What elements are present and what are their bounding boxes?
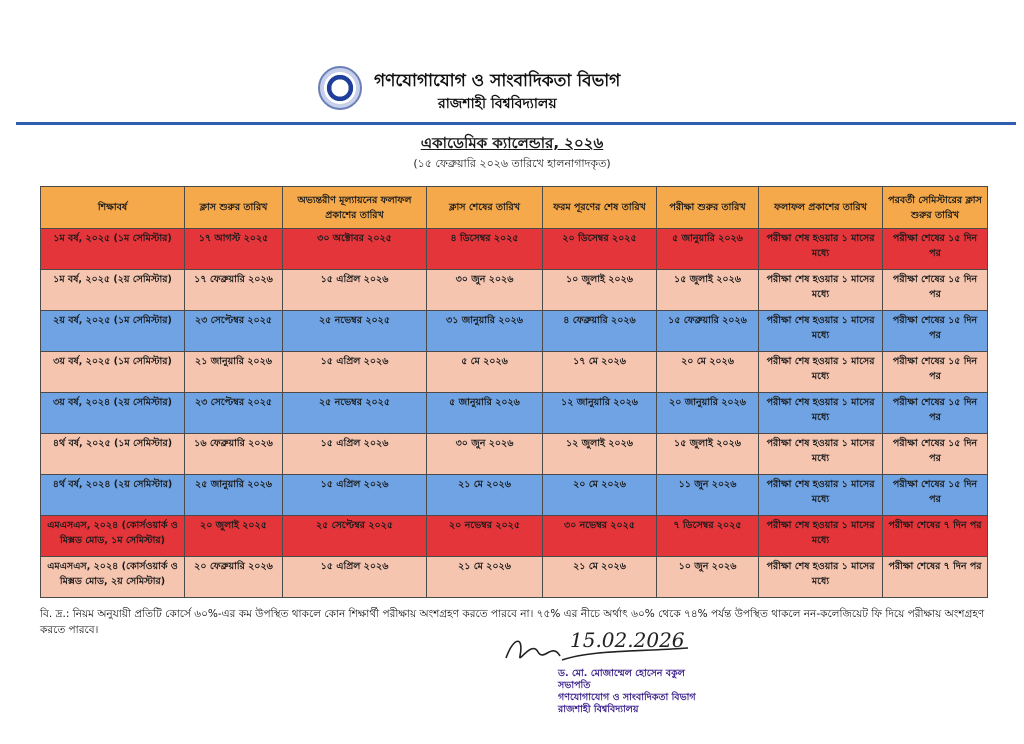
cell-internal-result: ১৫ এপ্রিল ২০২৬ [283, 557, 427, 598]
cell-form-deadline: ৪ ফেব্রুয়ারি ২০২৬ [543, 311, 657, 352]
cell-class-start: ২০ জুলাই ২০২৫ [185, 516, 283, 557]
cell-session: ৪র্থ বর্ষ, ২০২৪ (২য় সেমিস্টার) [41, 475, 185, 516]
cell-internal-result: ১৫ এপ্রিল ২০২৬ [283, 434, 427, 475]
table-row [41, 229, 988, 270]
cell-class-end: ৩০ জুন ২০২৬ [427, 434, 543, 475]
cell-next-semester: পরীক্ষা শেষের ১৫ দিন পর [883, 475, 988, 516]
cell-class-end: ৪ ডিসেম্বর ২০২৫ [427, 229, 543, 270]
cell-class-end: ৩০ জুন ২০২৬ [427, 270, 543, 311]
cell-next-semester: পরীক্ষা শেষের ৭ দিন পর [883, 557, 988, 598]
cell-result-date: পরীক্ষা শেষ হওয়ার ১ মাসের মধ্যে [759, 311, 883, 352]
table-header-row [41, 187, 988, 229]
official-stamp [558, 668, 696, 716]
academic-calendar-table [40, 186, 988, 598]
cell-exam-start: ১০ জুন ২০২৬ [657, 557, 759, 598]
cell-class-end: ২১ মে ২০২৬ [427, 557, 543, 598]
cell-result-date: পরীক্ষা শেষ হওয়ার ১ মাসের মধ্যে [759, 434, 883, 475]
table-row [41, 475, 988, 516]
stamp-dept: গণযোগাযোগ ও সাংবাদিকতা বিভাগ [558, 692, 696, 703]
cell-internal-result: ২৫ নভেম্বর ২০২৫ [283, 393, 427, 434]
cell-next-semester: পরীক্ষা শেষের ১৫ দিন পর [883, 270, 988, 311]
cell-session: ২য় বর্ষ, ২০২৫ (১ম সেমিস্টার) [41, 311, 185, 352]
cell-form-deadline: ১২ জুলাই ২০২৬ [543, 434, 657, 475]
cell-class-end: ৫ জানুয়ারি ২০২৬ [427, 393, 543, 434]
cell-form-deadline: ১৭ মে ২০২৬ [543, 352, 657, 393]
cell-next-semester: পরীক্ষা শেষের ১৫ দিন পর [883, 352, 988, 393]
cell-result-date: পরীক্ষা শেষ হওয়ার ১ মাসের মধ্যে [759, 270, 883, 311]
header-session: শিক্ষাবর্ষ [41, 187, 185, 229]
cell-exam-start: ১১ জুন ২০২৬ [657, 475, 759, 516]
cell-internal-result: ২৫ নভেম্বর ২০২৫ [283, 311, 427, 352]
cell-form-deadline: ১০ জুলাই ২০২৬ [543, 270, 657, 311]
cell-internal-result: ২৫ সেপ্টেম্বর ২০২৫ [283, 516, 427, 557]
cell-exam-start: ৫ জানুয়ারি ২০২৬ [657, 229, 759, 270]
header-next-semester: পরবর্তী সেমিস্টারের ক্লাস শুরুর তারিখ [883, 187, 988, 229]
cell-internal-result: ৩০ অক্টোবর ২০২৫ [283, 229, 427, 270]
cell-result-date: পরীক্ষা শেষ হওয়ার ১ মাসের মধ্যে [759, 516, 883, 557]
cell-session: এমএসএস, ২০২৪ (কোর্সওয়ার্ক ও মিক্সড মোড, ১ম সেমিস্টার) [41, 516, 185, 557]
table-row [41, 434, 988, 475]
cell-class-start: ২৩ সেপ্টেম্বর ২০২৫ [185, 393, 283, 434]
cell-class-start: ১৭ আগস্ট ২০২৫ [185, 229, 283, 270]
cell-result-date: পরীক্ষা শেষ হওয়ার ১ মাসের মধ্যে [759, 352, 883, 393]
cell-form-deadline: ২১ মে ২০২৬ [543, 557, 657, 598]
cell-class-start: ২৫ জানুয়ারি ২০২৬ [185, 475, 283, 516]
header-result-date: ফলাফল প্রকাশের তারিখ [759, 187, 883, 229]
cell-class-end: ২১ মে ২০২৬ [427, 475, 543, 516]
cell-exam-start: ৭ ডিসেম্বর ২০২৫ [657, 516, 759, 557]
footnote: বি. দ্র.: নিয়ম অনুযায়ী প্রতিটি কোর্সে ৬০%-এর কম উপস্থিত থাকলে কোন শিক্ষার্থী পরীক্ষায় অংশগ্রহণ করতে পারবে না। ৭৫% এর নীচে অর্থাৎ ৬০% থেকে ৭৪% পর্যন্ত উপস্থিত থাকলে নন-কলেজিয়েট ফি দিয়ে পরীক্ষায় অংশগ্রহণ করতে পারবে। [40, 608, 985, 636]
cell-session: ৪র্থ বর্ষ, ২০২৫ (১ম সেমিস্টার) [41, 434, 185, 475]
cell-exam-start: ১৫ জুলাই ২০২৬ [657, 270, 759, 311]
cell-class-start: ২৩ সেপ্টেম্বর ২০২৫ [185, 311, 283, 352]
university-logo-icon [318, 66, 362, 110]
cell-exam-start: ২০ জানুয়ারি ২০২৬ [657, 393, 759, 434]
cell-class-start: ২০ ফেব্রুয়ারি ২০২৬ [185, 557, 283, 598]
table-row [41, 516, 988, 557]
cell-class-start: ২১ জানুয়ারি ২০২৬ [185, 352, 283, 393]
signature-date: 15.02.2026 [570, 628, 685, 652]
cell-result-date: পরীক্ষা শেষ হওয়ার ১ মাসের মধ্যে [759, 393, 883, 434]
cell-exam-start: ১৫ ফেব্রুয়ারি ২০২৬ [657, 311, 759, 352]
cell-form-deadline: ১২ জানুয়ারি ২০২৬ [543, 393, 657, 434]
table-row [41, 393, 988, 434]
cell-session: এমএসএস, ২০২৪ (কোর্সওয়ার্ক ও মিক্সড মোড, ২য় সেমিস্টার) [41, 557, 185, 598]
table-row [41, 311, 988, 352]
cell-class-start: ১৬ ফেব্রুয়ারি ২০২৬ [185, 434, 283, 475]
cell-next-semester: পরীক্ষা শেষের ১৫ দিন পর [883, 434, 988, 475]
cell-class-end: ২০ নভেম্বর ২০২৫ [427, 516, 543, 557]
header-exam-start: পরীক্ষা শুরুর তারিখ [657, 187, 759, 229]
header-internal-result: অভ্যন্তরীণ মূল্যায়নের ফলাফল প্রকাশের তারিখ [283, 187, 427, 229]
cell-result-date: পরীক্ষা শেষ হওয়ার ১ মাসের মধ্যে [759, 557, 883, 598]
cell-session: ১ম বর্ষ, ২০২৫ (২য় সেমিস্টার) [41, 270, 185, 311]
department-name: গণযোগাযোগ ও সাংবাদিকতা বিভাগ [374, 71, 621, 91]
cell-internal-result: ১৫ এপ্রিল ২০২৬ [283, 352, 427, 393]
calendar-subtitle: (১৫ ফেব্রুয়ারি ২০২৬ তারিখে হালনাগাদকৃত) [413, 157, 611, 170]
header-class-end: ক্লাস শেষের তারিখ [427, 187, 543, 229]
cell-next-semester: পরীক্ষা শেষের ৭ দিন পর [883, 516, 988, 557]
cell-next-semester: পরীক্ষা শেষের ১৫ দিন পর [883, 229, 988, 270]
cell-session: ৩য় বর্ষ, ২০২৫ (১ম সেমিস্টার) [41, 352, 185, 393]
calendar-title: একাডেমিক ক্যালেন্ডার, ২০২৬ [420, 134, 604, 152]
cell-result-date: পরীক্ষা শেষ হওয়ার ১ মাসের মধ্যে [759, 229, 883, 270]
stamp-name: ড. মো. মোজাম্মেল হোসেন বকুল [558, 668, 685, 679]
cell-exam-start: ১৫ জুলাই ২০২৬ [657, 434, 759, 475]
table-row [41, 557, 988, 598]
cell-class-end: ৩১ জানুয়ারি ২০২৬ [427, 311, 543, 352]
cell-internal-result: ১৫ এপ্রিল ২০২৬ [283, 475, 427, 516]
cell-next-semester: পরীক্ষা শেষের ১৫ দিন পর [883, 311, 988, 352]
cell-exam-start: ২০ মে ২০২৬ [657, 352, 759, 393]
cell-form-deadline: ২০ মে ২০২৬ [543, 475, 657, 516]
header-divider [16, 122, 1016, 125]
stamp-univ: রাজশাহী বিশ্ববিদ্যালয় [558, 704, 639, 715]
header-form-deadline: ফরম পূরণের শেষ তারিখ [543, 187, 657, 229]
cell-result-date: পরীক্ষা শেষ হওয়ার ১ মাসের মধ্যে [759, 475, 883, 516]
letterhead [0, 62, 1024, 122]
cell-internal-result: ১৫ এপ্রিল ২০২৬ [283, 270, 427, 311]
table-row [41, 352, 988, 393]
cell-form-deadline: ২০ ডিসেম্বর ২০২৫ [543, 229, 657, 270]
cell-session: ৩য় বর্ষ, ২০২৪ (২য় সেমিস্টার) [41, 393, 185, 434]
cell-session: ১ম বর্ষ, ২০২৫ (১ম সেমিস্টার) [41, 229, 185, 270]
stamp-title: সভাপতি [558, 680, 591, 691]
cell-form-deadline: ৩০ নভেম্বর ২০২৫ [543, 516, 657, 557]
table-row [41, 270, 988, 311]
cell-class-end: ৫ মে ২০২৬ [427, 352, 543, 393]
university-name: রাজশাহী বিশ্ববিদ্যালয় [438, 96, 557, 112]
header-class-start: ক্লাস শুরুর তারিখ [185, 187, 283, 229]
cell-next-semester: পরীক্ষা শেষের ১৫ দিন পর [883, 393, 988, 434]
cell-class-start: ১৭ ফেব্রুয়ারি ২০২৬ [185, 270, 283, 311]
